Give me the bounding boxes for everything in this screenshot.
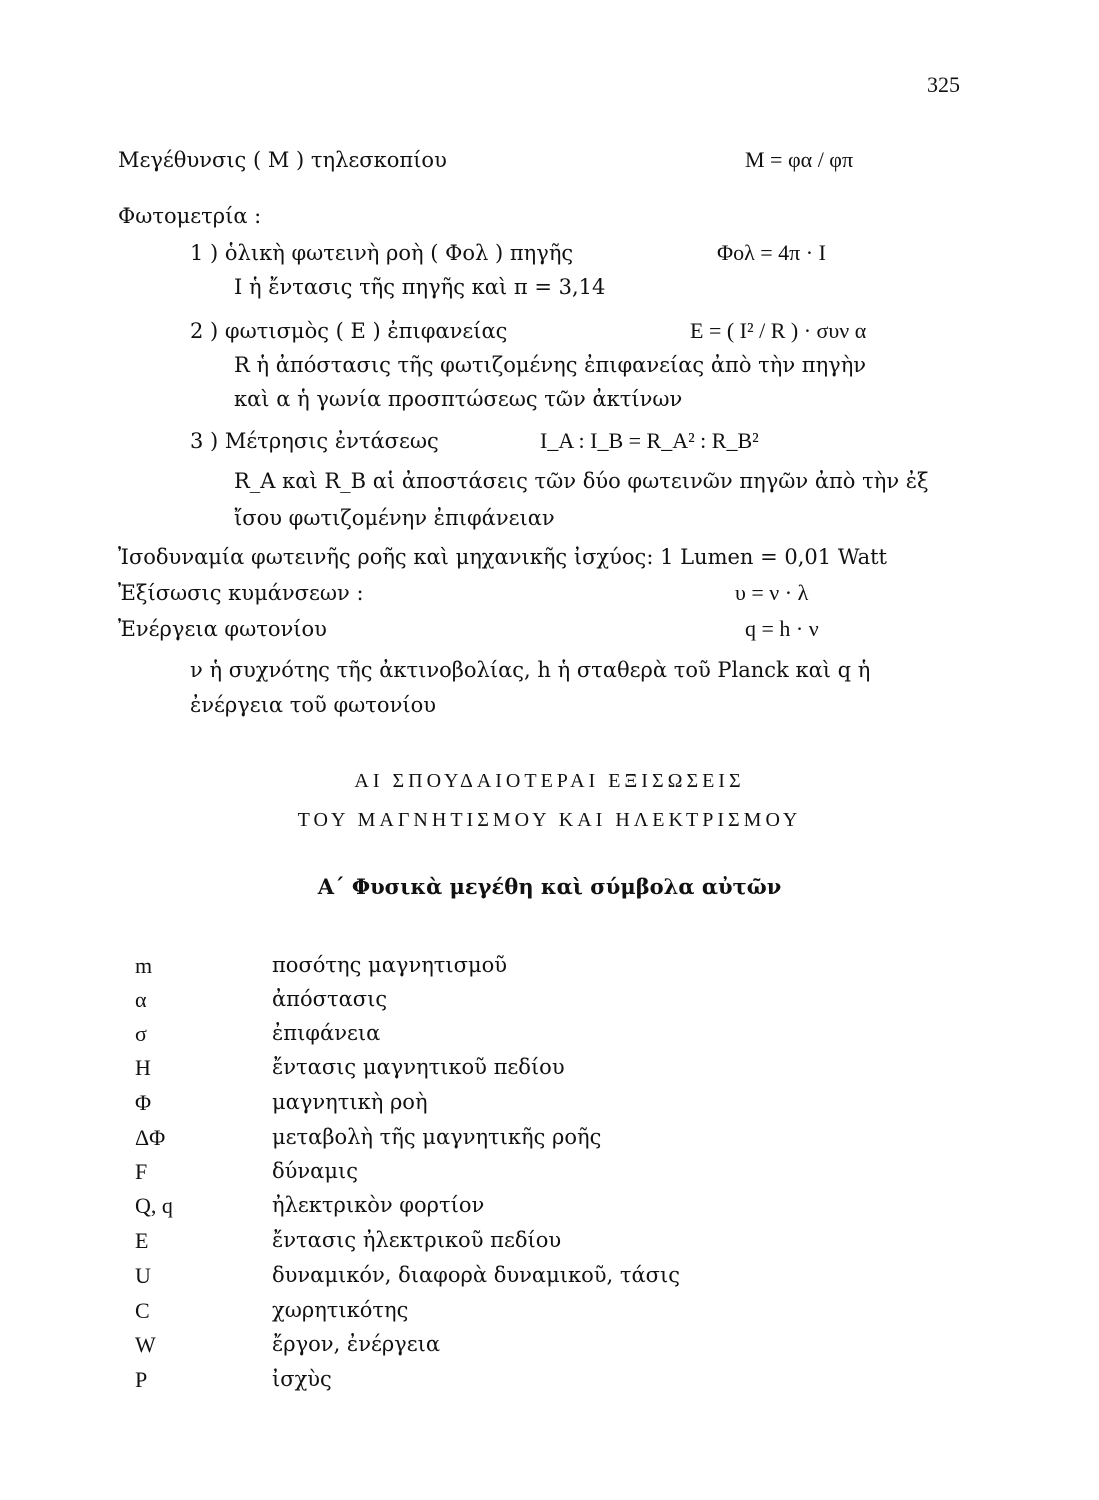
symbol: C [135, 1298, 150, 1323]
symbol-row [135, 1090, 1035, 1124]
symbol: E [135, 1228, 149, 1253]
symbol-description: ἔργον, ἐνέργεια [272, 1332, 441, 1356]
symbol: H [135, 1055, 151, 1080]
symbol: σ [135, 1021, 147, 1046]
symbol: Q, q [135, 1193, 173, 1218]
symbol-row [135, 1263, 1035, 1297]
photon-note2: ἐνέργεια τοῦ φωτονίου [190, 693, 436, 717]
magnification-label: Μεγέθυνσις ( Μ ) τηλεσκοπίου [118, 148, 447, 172]
symbol-row [135, 1298, 1035, 1332]
symbol-row [135, 987, 1035, 1021]
item3-formula: Ι_A : Ι_B = R_A² : R_B² [540, 428, 759, 453]
symbol-description: ποσότης μαγνητισμοῦ [272, 953, 508, 977]
symbol: F [135, 1159, 148, 1184]
wave-label: Ἐξίσωσις κυμάνσεων : [118, 581, 364, 605]
item2-note2: καὶ α ἡ γωνία προσπτώσεως τῶν ἀκτίνων [234, 387, 683, 411]
symbol-description: μεταβολὴ τῆς μαγνητικῆς ροῆς [272, 1125, 602, 1149]
symbol-description: ἔντασις μαγνητικοῦ πεδίου [272, 1055, 565, 1079]
item3-note1: R_A καὶ R_B αἱ ἀποστάσεις τῶν δύο φωτεινῶν πηγῶν ἀπὸ τὴν ἐξ [234, 469, 929, 493]
subsection-title: Α΄ Φυσικὰ μεγέθη καὶ σύμβολα αὐτῶν [317, 874, 782, 899]
symbol-row [135, 1332, 1035, 1366]
magnification-formula: Μ = φα / φπ [745, 147, 854, 172]
symbol: Φ [135, 1090, 152, 1115]
symbol-row [135, 1125, 1035, 1159]
symbol: P [135, 1367, 148, 1392]
symbol: ΔΦ [135, 1125, 166, 1150]
equivalence: Ἰσοδυναμία φωτεινῆς ροῆς καὶ μηχανικῆς ἰσχύος: 1 Lumen = 0,01 Watt [118, 545, 887, 569]
symbol-row [135, 1367, 1035, 1401]
section-title-line2: ΤΟΥ ΜΑΓΝΗΤΙΣΜΟΥ ΚΑΙ ΗΛΕΚΤΡΙΣΜΟΥ [297, 809, 802, 831]
item1-note: Ι ἡ ἔντασις τῆς πηγῆς καὶ π = 3,14 [234, 275, 606, 299]
symbol-row [135, 1021, 1035, 1055]
symbol: U [135, 1263, 151, 1288]
symbol-row [135, 953, 1035, 987]
symbol: m [135, 953, 153, 978]
symbol-description: μαγνητικὴ ροὴ [272, 1090, 428, 1114]
wave-formula: υ = ν · λ [735, 580, 809, 605]
item3-note2: ἴσου φωτιζομένην ἐπιφάνειαν [234, 506, 555, 530]
symbol: W [135, 1332, 156, 1357]
symbol-description: χωρητικότης [272, 1298, 409, 1322]
section-title-line1: ΑΙ ΣΠΟΥΔΑΙΟΤΕΡΑΙ ΕΞΙΣΩΣΕΙΣ [354, 770, 745, 792]
item1-formula: Φολ = 4π · Ι [717, 240, 826, 265]
photon-note1: ν ἡ συχνότης τῆς ἀκτινοβολίας, h ἡ σταθερὰ τοῦ Planck καὶ q ἡ [190, 658, 871, 682]
symbol-row [135, 1193, 1035, 1227]
page-number: 325 [927, 72, 960, 97]
item2-label: 2 ) φωτισμὸς ( Ε ) ἐπιφανείας [190, 319, 508, 343]
symbol-row [135, 1159, 1035, 1193]
item1-label: 1 ) ὁλικὴ φωτεινὴ ροὴ ( Φολ ) πηγῆς [190, 241, 574, 265]
symbol: α [135, 987, 147, 1012]
photon-label: Ἐνέργεια φωτονίου [118, 617, 327, 641]
symbol-description: δυναμικόν, διαφορὰ δυναμικοῦ, τάσις [272, 1263, 680, 1287]
symbol-row [135, 1228, 1035, 1262]
symbol-description: ἠλεκτρικὸν φορτίον [272, 1193, 485, 1217]
symbol-description: ἰσχὺς [272, 1367, 332, 1391]
symbol-description: ἀπόστασις [272, 987, 388, 1011]
symbol-row [135, 1055, 1035, 1089]
symbol-description: ἔντασις ἠλεκτρικοῦ πεδίου [272, 1228, 562, 1252]
item2-note1: R ἡ ἀπόστασις τῆς φωτιζομένης ἐπιφανείας ἀπὸ τὴν πηγὴν [234, 353, 867, 377]
item2-formula: Ε = ( Ι² / R ) · συν α [690, 318, 867, 343]
photon-formula: q = h · ν [745, 616, 819, 641]
photometry-heading: Φωτομετρία : [118, 204, 262, 228]
symbol-description: δύναμις [272, 1159, 358, 1183]
item3-label: 3 ) Μέτρησις ἐντάσεως [190, 429, 439, 453]
symbol-description: ἐπιφάνεια [272, 1021, 381, 1045]
